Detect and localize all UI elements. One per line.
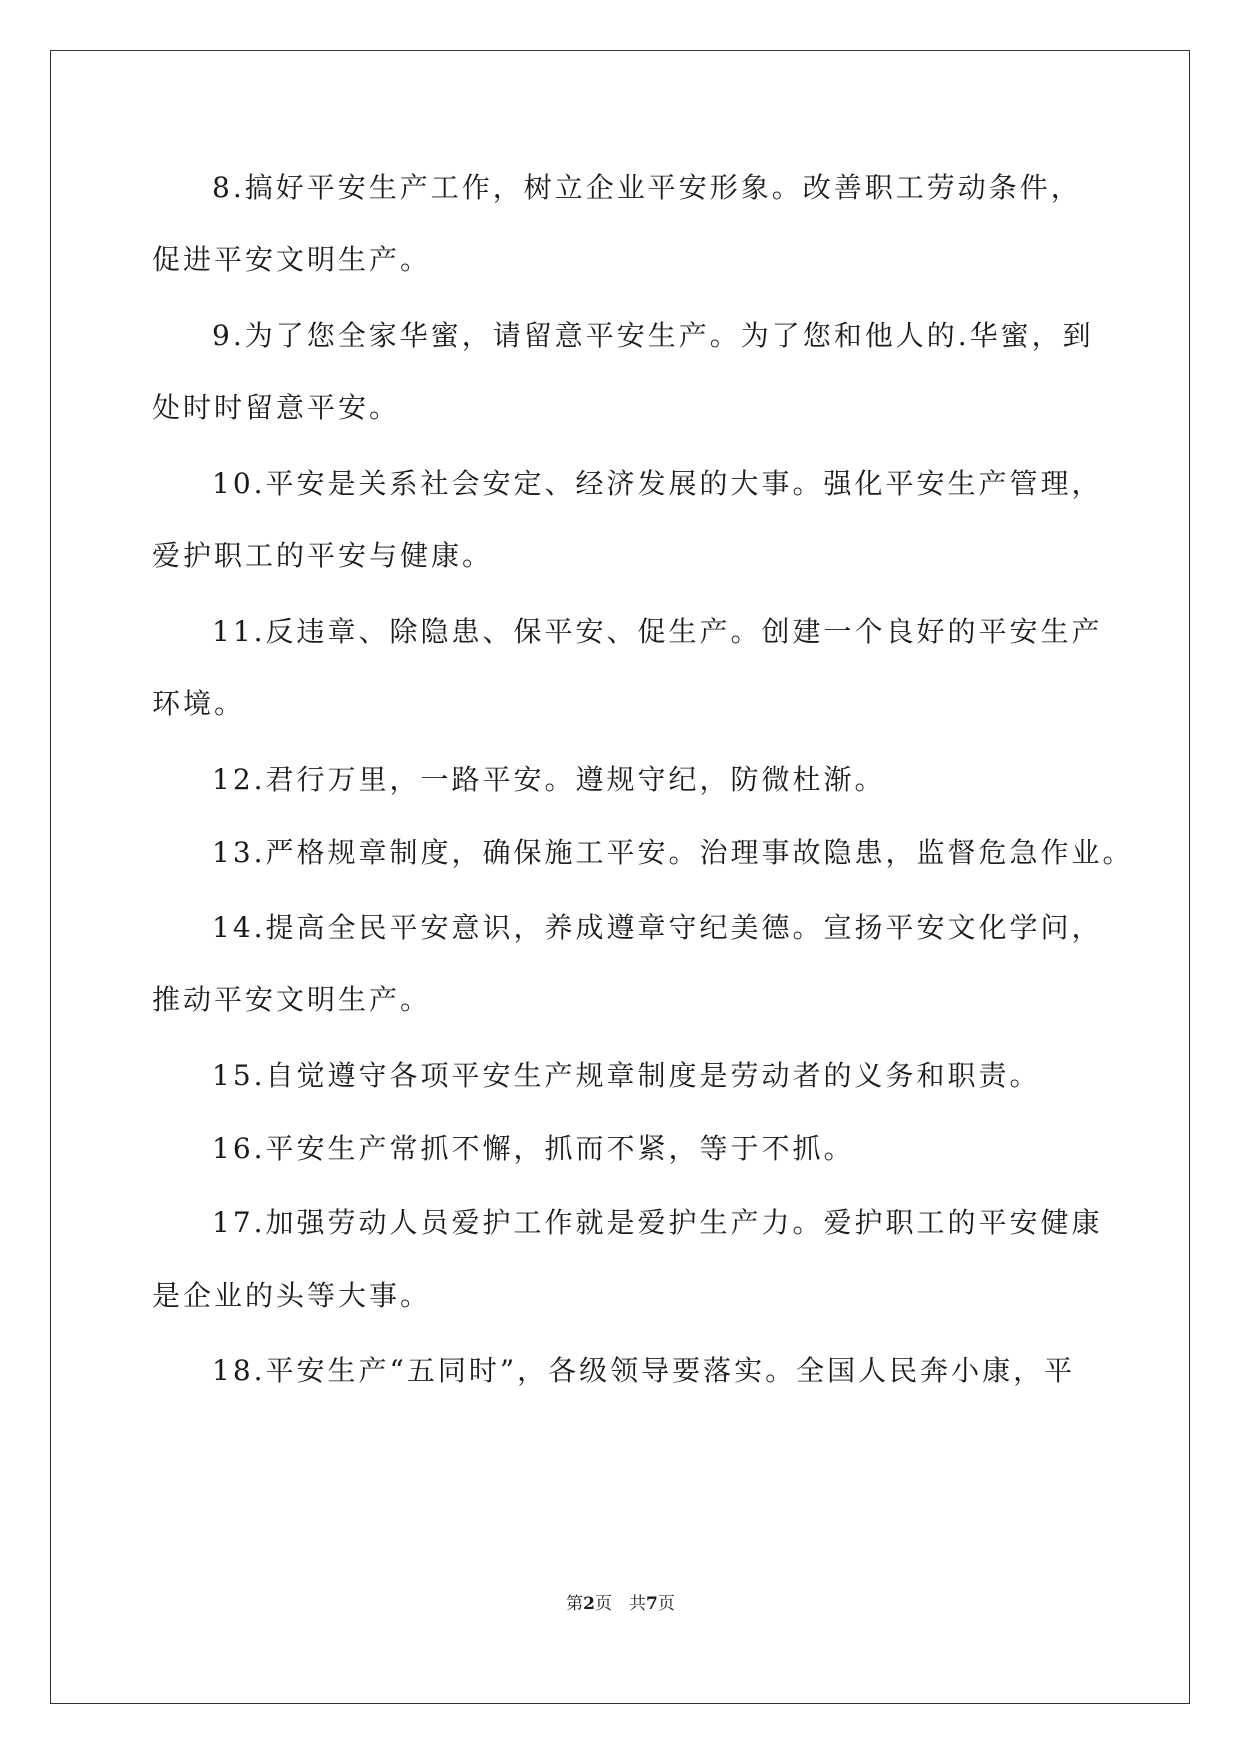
total-page-count: 7 <box>646 1594 658 1614</box>
paragraph-line: 15.自觉遵守各项平安生产规章制度是劳动者的义务和职责。 <box>212 1059 1041 1092</box>
paragraph-line: 14.提高全民平安意识，养成遵章守纪美德。宣扬平安文化学问， <box>212 911 1103 944</box>
paragraph-line: 13.严格规章制度，确保施工平安。治理事故隐患，监督危急作业。 <box>212 836 1134 869</box>
paragraph-line: 17.加强劳动人员爱护工作就是爱护生产力。爱护职工的平安健康 <box>212 1206 1103 1239</box>
page-border <box>50 50 1190 1704</box>
paragraph-line: 促进平安文明生产。 <box>152 243 432 276</box>
paragraph-line: 处时时留意平安。 <box>152 391 401 424</box>
footer-suffix: 页 <box>657 1594 675 1614</box>
footer-prefix: 第 <box>566 1594 584 1614</box>
paragraph-line: 12.君行万里，一路平安。遵规守纪，防微杜渐。 <box>212 763 886 796</box>
paragraph-line: 9.为了您全家华蜜，请留意平安生产。为了您和他人的.华蜜，到 <box>212 319 1094 352</box>
paragraph-line: 8.搞好平安生产工作，树立企业平安形象。改善职工劳动条件， <box>212 171 1082 204</box>
page-footer <box>0 1592 1241 1616</box>
paragraph-line: 爱护职工的平安与健康。 <box>152 539 494 572</box>
paragraph-line: 11.反违章、除隐患、保平安、促生产。创建一个良好的平安生产 <box>212 615 1103 648</box>
paragraph-line: 18.平安生产“五同时”，各级领导要落实。全国人民奔小康，平 <box>212 1354 1076 1387</box>
paragraph-line: 16.平安生产常抓不懈，抓而不紧，等于不抓。 <box>212 1132 855 1165</box>
paragraph-line: 10.平安是关系社会安定、经济发展的大事。强化平安生产管理， <box>212 467 1103 500</box>
paragraph-line: 推动平安文明生产。 <box>152 983 432 1016</box>
paragraph-line: 环境。 <box>152 687 246 720</box>
current-page-number: 2 <box>583 1594 595 1614</box>
footer-mid: 页 共 <box>595 1594 646 1614</box>
paragraph-line: 是企业的头等大事。 <box>152 1279 432 1312</box>
